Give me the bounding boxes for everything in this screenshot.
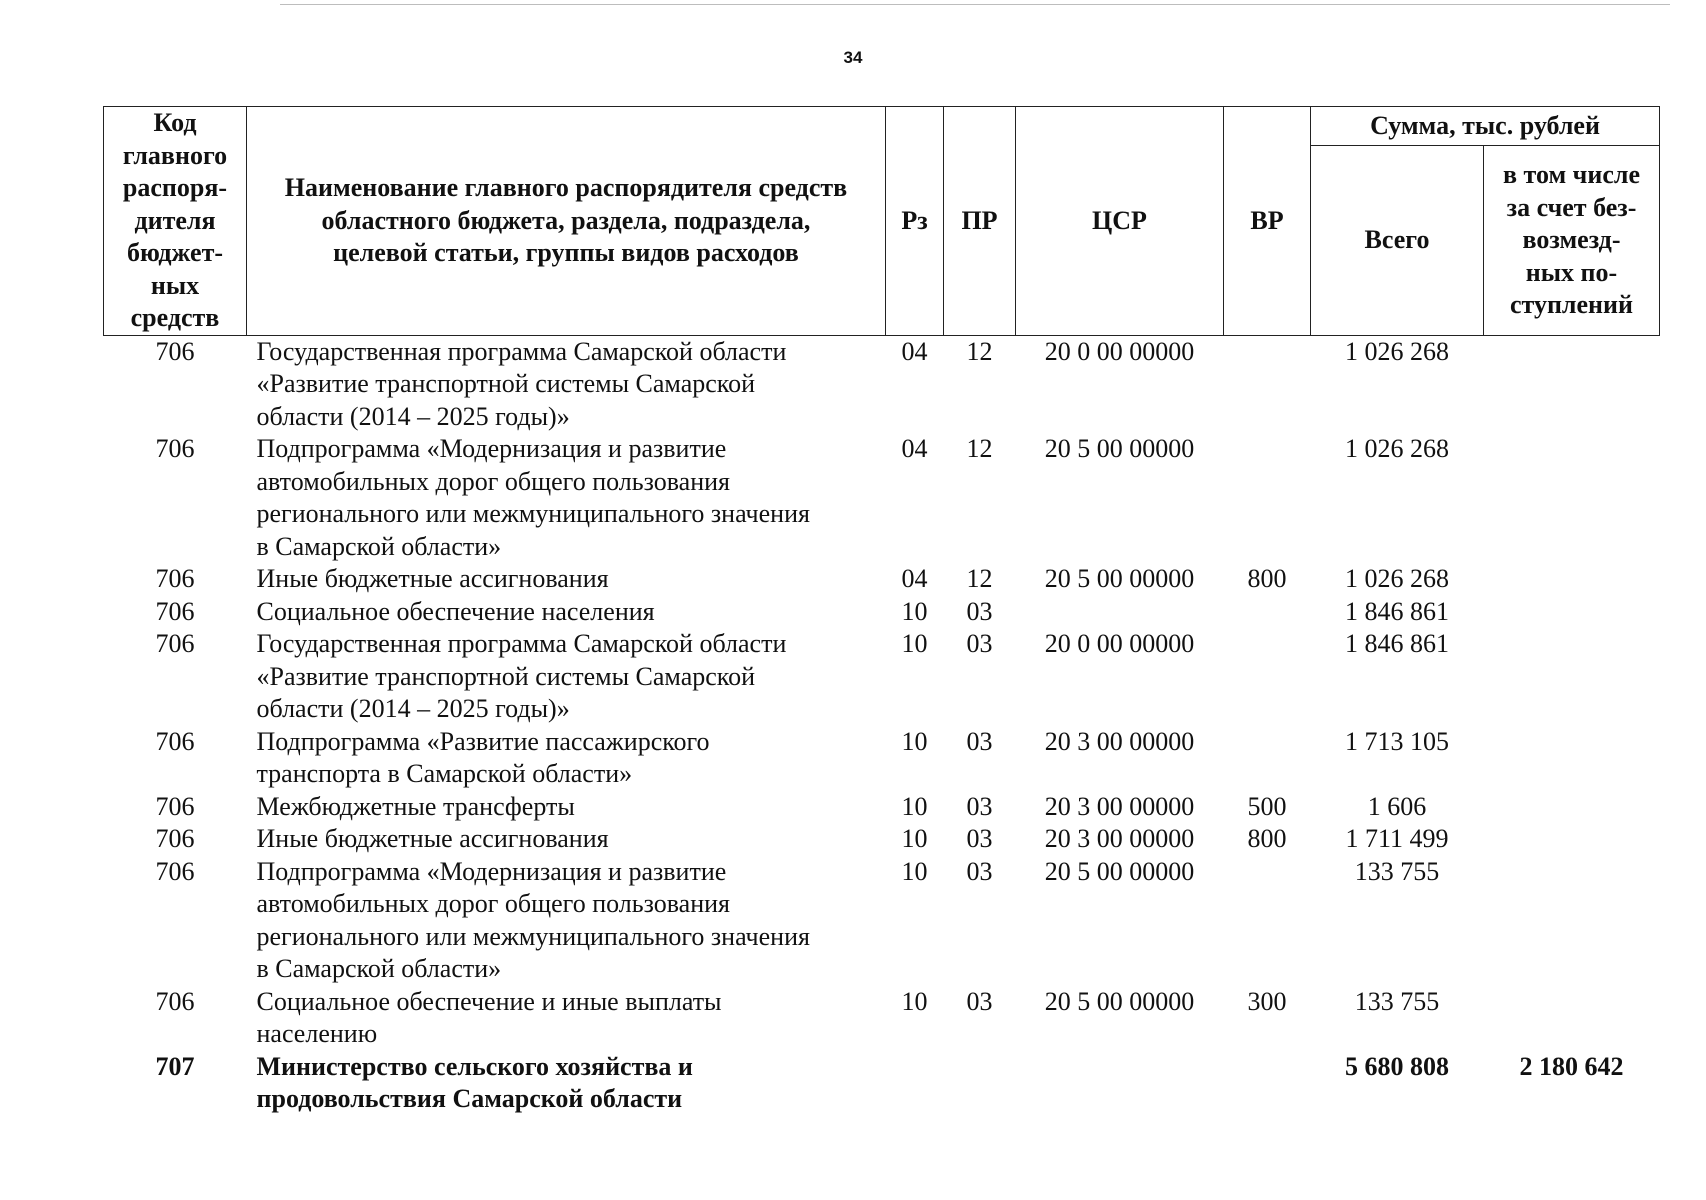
- cell-rz: 10: [901, 629, 928, 658]
- cell-name: Иные бюджетные ассигнования: [256, 564, 609, 593]
- cell-code: 706: [155, 791, 195, 821]
- cell-rz: [886, 1051, 944, 1116]
- header-code: Код главного распоря- дителя бюджет- ных средств: [104, 107, 247, 336]
- cell-total: 1 846 861: [1345, 629, 1449, 658]
- cell-rz: 10: [901, 791, 928, 821]
- cell-code: 706: [155, 336, 195, 366]
- cell-total: 1 026 268: [1345, 434, 1449, 463]
- table-row: [104, 1051, 1660, 1116]
- cell-code: 706: [155, 726, 195, 756]
- cell-vr: 500: [1247, 791, 1287, 821]
- cell-total: 133 755: [1354, 856, 1440, 886]
- header-name: Наименование главного распорядителя средств областного бюджета, раздела, подраздела, целевой статьи, группы видов расходов: [247, 107, 886, 336]
- cell-incl: [1484, 433, 1660, 563]
- cell-vr: [1224, 335, 1311, 433]
- cell-pr: 12: [966, 564, 993, 593]
- cell-rz: 04: [901, 336, 928, 366]
- cell-name: Государственная программа Самарской области «Развитие транспортной системы Самарской области (2014 – 2025 годы)»: [256, 629, 787, 723]
- table-row: [104, 986, 1660, 1051]
- cell-code: 706: [155, 824, 195, 853]
- cell-incl: [1484, 628, 1660, 726]
- cell-pr: 03: [966, 824, 993, 853]
- cell-csr: 20 3 00 00000: [1044, 726, 1195, 756]
- table-row: [104, 563, 1660, 596]
- table-header: [104, 107, 1660, 336]
- cell-incl: [1484, 335, 1660, 433]
- cell-incl: [1484, 563, 1660, 596]
- cell-pr: [944, 1051, 1016, 1116]
- cell-name: Подпрограмма «Модернизация и развитие автомобильных дорог общего пользования регионального или межмуниципального значения в Самарской области»: [256, 856, 810, 983]
- header-incl: в том числе за счет без- возмезд- ных по- ступлений: [1484, 146, 1660, 336]
- header-pr: ПР: [944, 107, 1016, 336]
- cell-pr: 03: [966, 726, 993, 756]
- table-row: [104, 596, 1660, 629]
- cell-rz: 10: [901, 856, 928, 886]
- cell-csr: 20 3 00 00000: [1044, 791, 1195, 821]
- cell-total: 1 026 268: [1345, 564, 1449, 593]
- cell-vr: 300: [1247, 986, 1287, 1016]
- table-row: [104, 726, 1660, 791]
- table-row: [104, 791, 1660, 824]
- table-row: [104, 628, 1660, 726]
- cell-csr: 20 0 00 00000: [1044, 629, 1195, 658]
- cell-rz: 04: [901, 564, 928, 593]
- cell-vr: [1224, 856, 1311, 986]
- cell-pr: 03: [966, 986, 993, 1016]
- cell-total: 1 846 861: [1345, 596, 1449, 626]
- cell-csr: 20 3 00 00000: [1044, 824, 1195, 853]
- table-row: [104, 433, 1660, 563]
- budget-table: [103, 106, 1660, 1116]
- cell-incl: [1484, 856, 1660, 986]
- cell-vr: [1224, 1051, 1311, 1116]
- cell-total: 1 606: [1367, 791, 1427, 821]
- cell-total: 133 755: [1354, 986, 1440, 1016]
- cell-code: 707: [155, 1051, 195, 1081]
- table-row: [104, 335, 1660, 433]
- cell-vr: [1224, 433, 1311, 563]
- header-total: Всего: [1311, 146, 1484, 336]
- cell-csr: [1016, 596, 1224, 629]
- cell-incl: 2 180 642: [1519, 1051, 1624, 1081]
- cell-vr: [1224, 596, 1311, 629]
- cell-csr: 20 5 00 00000: [1044, 856, 1195, 886]
- cell-name: Социальное обеспечение и иные выплаты населению: [256, 986, 722, 1048]
- cell-code: 706: [155, 629, 195, 658]
- cell-incl: [1484, 791, 1660, 824]
- cell-rz: 10: [901, 986, 928, 1016]
- cell-vr: 800: [1247, 824, 1287, 853]
- cell-csr: 20 0 00 00000: [1044, 336, 1195, 366]
- cell-name: Социальное обеспечение населения: [256, 596, 655, 626]
- cell-code: 706: [155, 596, 195, 626]
- cell-total: 1 026 268: [1345, 336, 1449, 366]
- cell-csr: 20 5 00 00000: [1044, 564, 1195, 593]
- cell-pr: 12: [966, 434, 993, 463]
- cell-incl: [1484, 596, 1660, 629]
- table-row: [104, 856, 1660, 986]
- cell-name: Подпрограмма «Развитие пассажирского транспорта в Самарской области»: [256, 726, 710, 788]
- cell-pr: 12: [966, 336, 993, 366]
- page-number: 34: [843, 48, 863, 67]
- cell-csr: 20 5 00 00000: [1044, 434, 1195, 463]
- cell-rz: 10: [901, 824, 928, 853]
- cell-rz: 10: [901, 726, 928, 756]
- cell-total: 5 680 808: [1345, 1051, 1449, 1081]
- header-csr: ЦСР: [1016, 107, 1224, 336]
- table-body: [104, 335, 1660, 1116]
- cell-code: 706: [155, 434, 195, 463]
- cell-pr: 03: [966, 791, 993, 821]
- cell-name: Государственная программа Самарской области «Развитие транспортной системы Самарской области (2014 – 2025 годы)»: [256, 336, 787, 431]
- cell-incl: [1484, 986, 1660, 1051]
- cell-code: 706: [155, 986, 195, 1016]
- cell-vr: 800: [1247, 564, 1287, 593]
- cell-name: Межбюджетные трансферты: [256, 791, 575, 821]
- cell-pr: 03: [966, 629, 993, 658]
- cell-code: 706: [155, 564, 195, 593]
- cell-name: Министерство сельского хозяйства и продовольствия Самарской области: [256, 1051, 693, 1113]
- cell-vr: [1224, 628, 1311, 726]
- table-row: [104, 823, 1660, 856]
- cell-incl: [1484, 726, 1660, 791]
- cell-pr: 03: [966, 596, 993, 626]
- cell-total: 1 713 105: [1345, 726, 1449, 756]
- cell-csr: [1016, 1051, 1224, 1116]
- cell-rz: 10: [901, 596, 928, 626]
- cell-incl: [1484, 823, 1660, 856]
- header-rz: Рз: [886, 107, 944, 336]
- cell-rz: 04: [901, 434, 928, 463]
- cell-csr: 20 5 00 00000: [1044, 986, 1195, 1016]
- header-sum: Сумма, тыс. рублей: [1311, 107, 1660, 146]
- cell-total: 1 711 499: [1345, 824, 1449, 853]
- scan-edge-line: [280, 4, 1670, 5]
- cell-code: 706: [155, 856, 195, 886]
- header-vr: ВР: [1224, 107, 1311, 336]
- cell-pr: 03: [966, 856, 993, 886]
- cell-name: Иные бюджетные ассигнования: [256, 824, 609, 853]
- cell-vr: [1224, 726, 1311, 791]
- cell-name: Подпрограмма «Модернизация и развитие автомобильных дорог общего пользования регионального или межмуниципального значения в Самарской области»: [256, 434, 810, 561]
